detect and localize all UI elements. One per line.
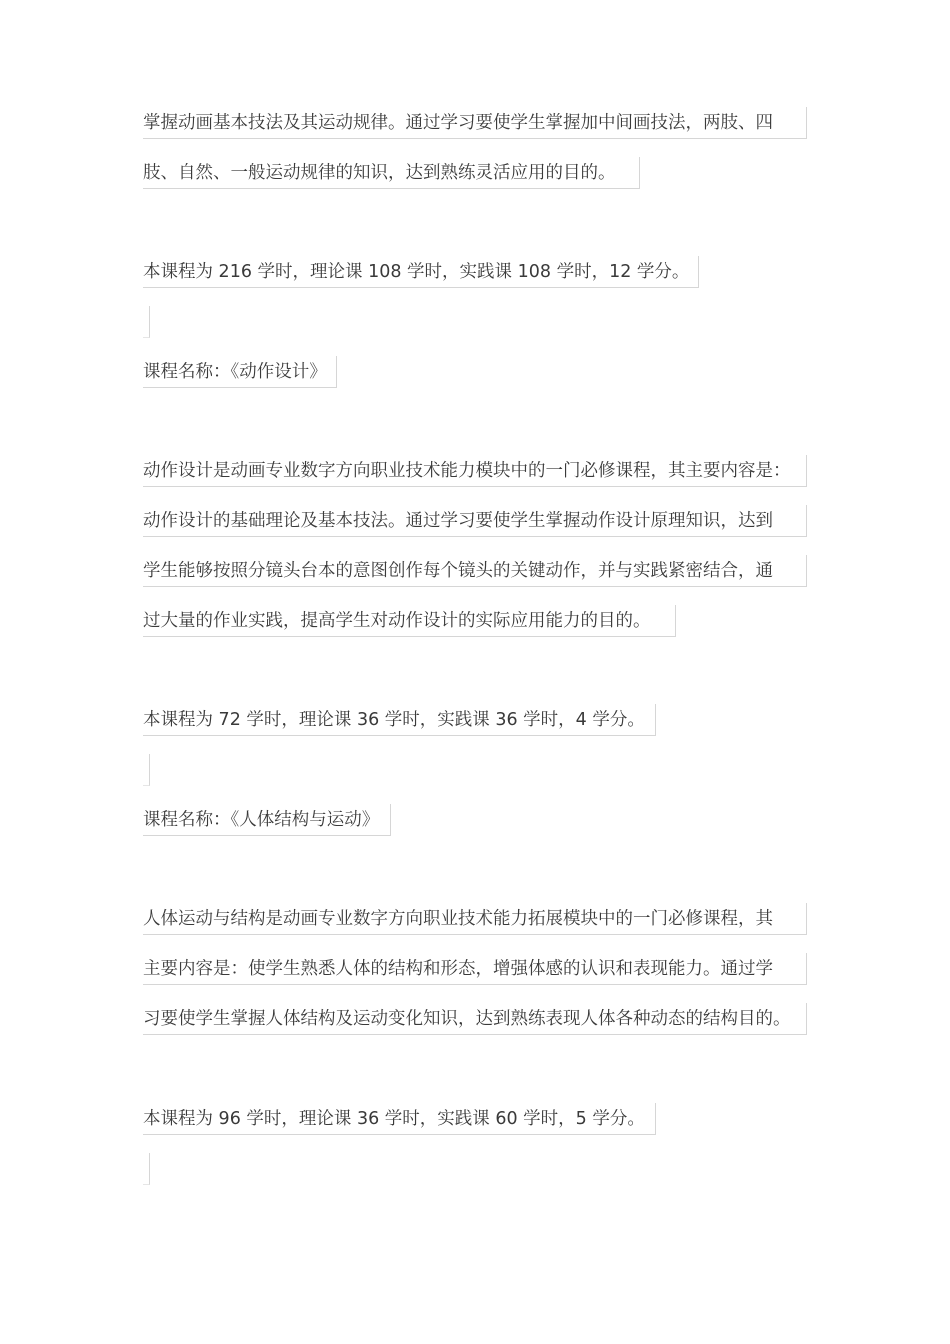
paragraph-line: 动作设计是动画专业数字方向职业技术能力模块中的一门必修课程，其主要内容是： — [143, 455, 807, 487]
paragraph-line: 动作设计的基础理论及基本技法。通过学习要使学生掌握动作设计原理知识，达到 — [143, 505, 807, 537]
empty-line-marker — [143, 754, 150, 786]
course-hours: 本课程为 96 学时，理论课 36 学时，实践课 60 学时，5 学分。 — [143, 1103, 656, 1135]
course-hours: 本课程为 72 学时，理论课 36 学时，实践课 36 学时，4 学分。 — [143, 704, 656, 736]
paragraph-line: 掌握动画基本技法及其运动规律。通过学习要使学生掌握加中间画技法，两肢、四 — [143, 107, 807, 139]
course-name: 课程名称：《人体结构与运动》 — [143, 804, 391, 836]
paragraph-line: 人体运动与结构是动画专业数字方向职业技术能力拓展模块中的一门必修课程，其 — [143, 903, 807, 935]
paragraph-line: 肢、自然、一般运动规律的知识，达到熟练灵活应用的目的。 — [143, 157, 640, 189]
paragraph-line: 习要使学生掌握人体结构及运动变化知识，达到熟练表现人体各种动态的结构目的。 — [143, 1003, 807, 1035]
course-name: 课程名称：《动作设计》 — [143, 356, 337, 388]
course-hours: 本课程为 216 学时，理论课 108 学时，实践课 108 学时，12 学分。 — [143, 256, 699, 288]
paragraph-line: 学生能够按照分镜头台本的意图创作每个镜头的关键动作，并与实践紧密结合，通 — [143, 555, 807, 587]
paragraph-line: 过大量的作业实践，提高学生对动作设计的实际应用能力的目的。 — [143, 605, 676, 637]
paragraph-line: 主要内容是：使学生熟悉人体的结构和形态，增强体感的认识和表现能力。通过学 — [143, 953, 807, 985]
empty-line-marker — [143, 306, 150, 338]
empty-line-marker — [143, 1153, 150, 1185]
